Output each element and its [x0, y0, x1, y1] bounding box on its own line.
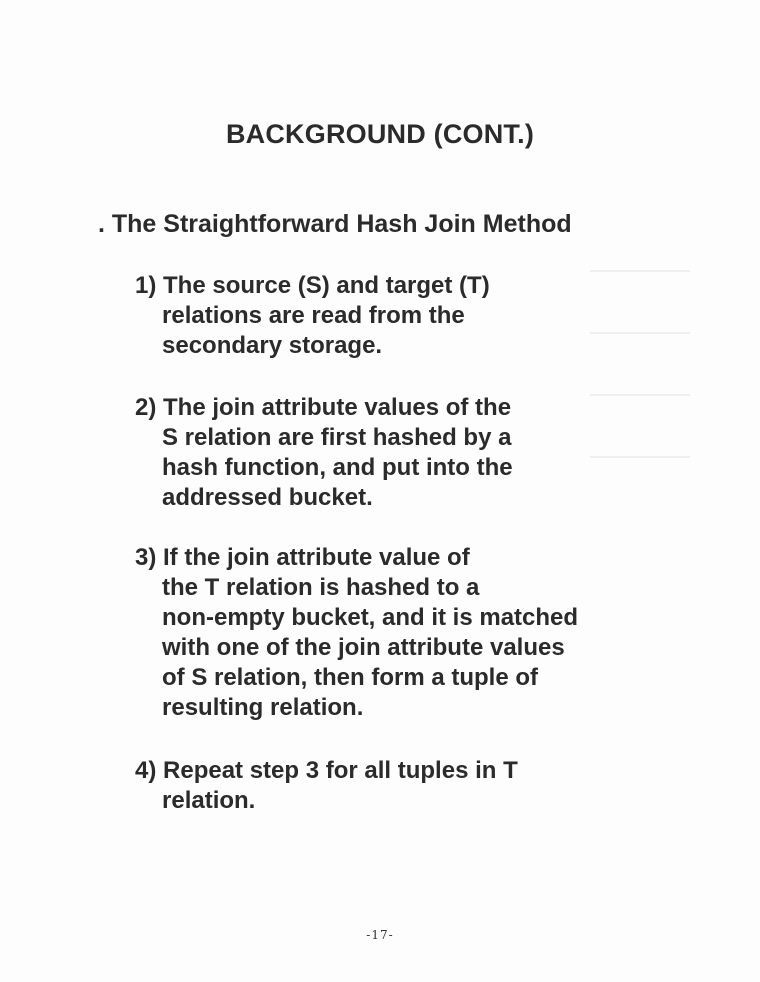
section-bullet-title: . The Straightforward Hash Join Method	[98, 210, 572, 238]
step-4	[135, 756, 518, 816]
step-2-line-4: addressed bucket.	[162, 484, 373, 511]
step-4-line-2: relation.	[162, 787, 256, 814]
step-3-line-5: of S relation, then form a tuple of	[162, 664, 539, 691]
page-number: -17-	[366, 928, 394, 942]
step-1-line-2: relations are read from the	[162, 302, 465, 329]
step-3-line-6: resulting relation.	[162, 694, 364, 721]
step-4-line-1: 4) Repeat step 3 for all tuples in T	[135, 757, 518, 784]
step-3-line-3: non-empty bucket, and it is matched	[162, 604, 579, 631]
step-3-line-1: 3) If the join attribute value of	[135, 544, 470, 571]
step-3-line-2: the T relation is hashed to a	[162, 574, 480, 601]
step-3	[135, 543, 578, 723]
step-2	[135, 393, 513, 513]
bleed-through-artifact	[590, 270, 690, 830]
step-1-line-3: secondary storage.	[162, 332, 383, 359]
step-3-line-4: with one of the join attribute values	[162, 634, 565, 661]
step-2-line-2: S relation are first hashed by a	[162, 424, 512, 451]
step-2-line-3: hash function, and put into the	[162, 454, 513, 481]
step-2-line-1: 2) The join attribute values of the	[135, 394, 512, 421]
step-1	[135, 271, 490, 361]
page-heading: BACKGROUND (CONT.)	[225, 119, 535, 149]
step-1-line-1: 1) The source (S) and target (T)	[135, 272, 490, 299]
